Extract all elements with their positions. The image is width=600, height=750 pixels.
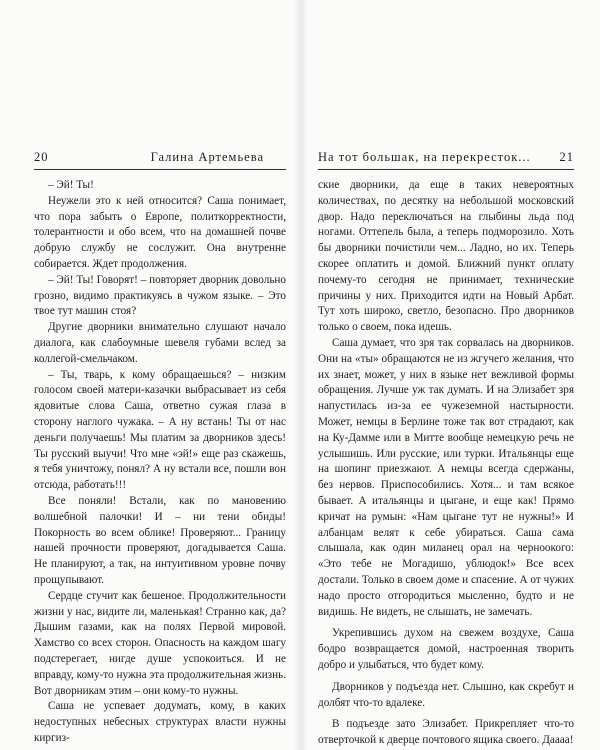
- paragraph: Другие дворники внимательно слушают начало диалога, как слабоумные шевеля губами вслед за коллегой-смельчаком.: [34, 321, 286, 365]
- right-page: [318, 150, 574, 749]
- paragraph: – Эй! Ты! Говорят! – повторяет дворник довольно грозно, видимо практикуясь в чужом языке. – Это твое тут машин стоя?: [34, 273, 286, 318]
- left-page-body: [34, 178, 286, 747]
- paragraph: Саша не успевает додумать, кому, в каких недоступных небесных структурах власти нужны киргиз-: [34, 700, 286, 744]
- right-page-body: [318, 178, 574, 749]
- paragraph: Саша думает, что зря так сорвалась на дворников. Они на «ты» обращаются не из жгучего желания, что их знает, может, у них в языке нет вежливой формы обращения. Лучше уж так думать. И на Элизабет зря напустилась из-за ее чужеземной настырности. Может, немцы в Берлине тоже так вот страдают, как на Ку-Дамме или в Митте вообще немецкую речь не услышишь. Или русские, или турки. Итальянцы еще на шопинг приезжают. А немцы всегда сдержаны, без нервов. Приспособились. Хотя... и там всякое бывает. А итальянцы и цыгане, и еще как! Прямо кричат на румын: «Нам цыгане тут не нужны!» И албанцам велят к себе убираться. Саша сама слышала, как один миланец орал на черноокого: «Это тебе не Могадишо, ублюдок!» Все всех достали. Только в своем доме и спасение. А от чужих надо просто отгородиться мысленно, будто и не видишь. Не видеть, не слышать, не замечать.: [318, 336, 574, 618]
- paragraph: Все поняли! Встали, как по мановению волшебной палочки! И – ни тени обиды! Покорность во всем облике! Проверяют... Границу нашей прочности проверяют, догадывается Саша. Не планируют, а так, на интуитивном уровне почву прощупывают.: [34, 494, 286, 586]
- left-page-header: [34, 150, 286, 170]
- paragraph: – Эй! Ты!: [48, 179, 94, 191]
- left-running-head: Галина Артемьева: [150, 150, 264, 164]
- right-running-head: На тот большак, на перекресток...: [318, 150, 531, 164]
- paragraph: В подъезде зато Элизабет. Прикрепляет что-то отверточкой к дверце почтового ящика своего. Даааа!: [318, 718, 574, 747]
- paragraph: Дворников у подъезда нет. Слышно, как скребут и долбят что-то вдалеке.: [318, 680, 574, 709]
- paragraph: – Ты, тварь, к кому обращаешься? – низким голосом своей матери-казачки выбрасывает из себя ядовитые слова Саша, ответно сужая глаза в сторону наглого чужака. – А ну встань! Ты от нас деньги получаешь! Мы платим за дворников здесь! Ты русский выучи! Что мне «эй!» еще раз скажешь, я тебя уничтожу, понял? А ну встали все, пошли вон отсюда, работать!!!: [34, 368, 286, 492]
- right-page-number: 21: [559, 150, 574, 164]
- left-page: [34, 150, 286, 747]
- paragraph: Сердце стучит как бешеное. Продолжительности жизни у нас, видите ли, маленькая! Странно как, да? Дышим газами, как на полях Первой мировой. Хамство со всех сторон. Опасность на каждом шагу подстерегает, нигде душе успокоиться. И не вправду, кому-то нужна эта продолжительная жизнь. Вот дворникам этим – они кому-то нужны.: [34, 589, 286, 697]
- paragraph: ские дворники, да еще в таких невероятных количествах, по десятку на небольшой московский двор. Надо переключаться на глыбины льда под ногами. Оттепель была, а теперь подморозило. Хоть бы дворники почистили чем... Ладно, но их. Теперь скорее оплатить и домой. Ближний пункт оплату почему-то сегодня не принимает, технические причины у них. Приходится идти на Новый Арбат. Тут хоть широко, светло, безопасно. Про дворников только о своем, пока идешь.: [318, 179, 574, 334]
- right-page-header: [318, 150, 574, 170]
- paragraph: Укрепившись духом на свежем воздухе, Саша бодро возвращается домой, настроенная творить добро и улыбаться, что будет кому.: [318, 627, 574, 671]
- paragraph: Неужели это к ней относится? Саша понимает, что пора забыть о Европе, политкорректности, толерантности и обо всем, что на домашней почве добрую службу не сослужит. Она внутренне собирается. Ждет продолжения.: [34, 194, 286, 270]
- left-page-number: 20: [34, 150, 49, 164]
- book-gutter: [294, 0, 308, 750]
